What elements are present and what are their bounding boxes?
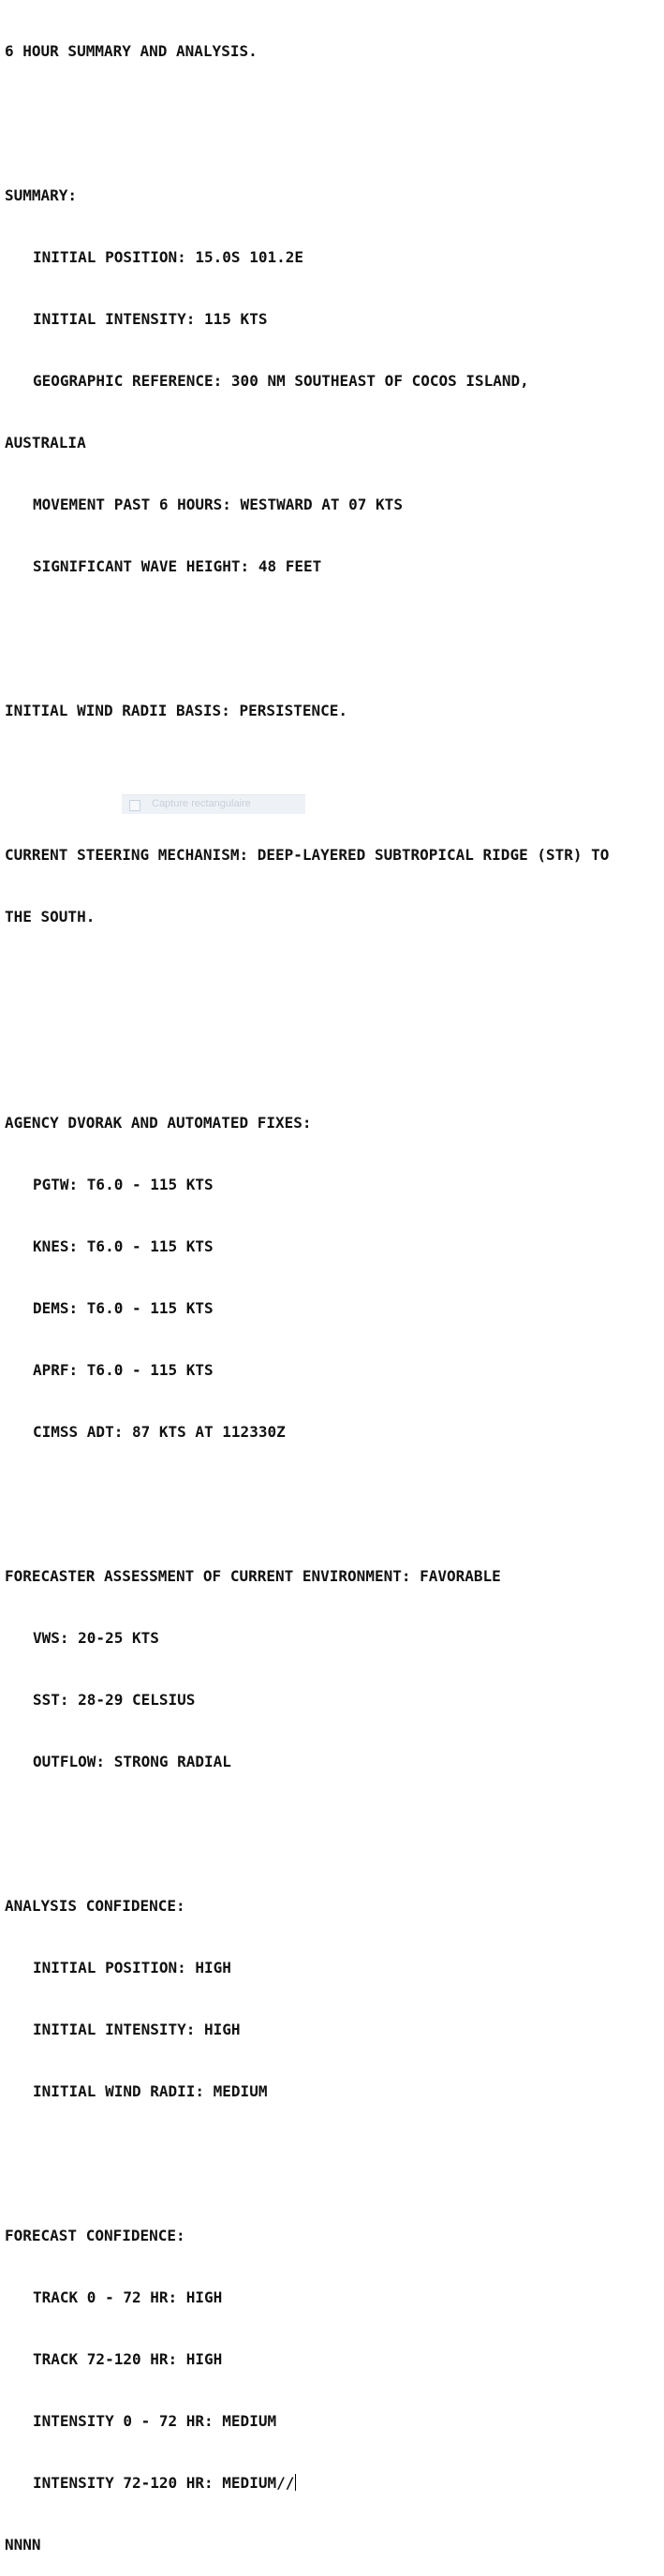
geographic-reference-line: GEOGRAPHIC REFERENCE: 300 NM SOUTHEAST OF COCOS ISLAND, [33,372,529,390]
vws-line: VWS: 20-25 KTS [33,1629,159,1647]
bulletin-text [5,0,660,2576]
analysis-intensity-line: INITIAL INTENSITY: HIGH [33,2021,241,2038]
blank-line [5,1814,660,1834]
dvorak-fix-aprf: APRF: T6.0 - 115 KTS [33,1361,214,1379]
dvorak-fix-pgtw: PGTW: T6.0 - 115 KTS [33,1176,214,1193]
dvorak-fix-knes: KNES: T6.0 - 115 KTS [33,1237,214,1255]
blank-line [5,762,660,783]
outflow-line: OUTFLOW: STRONG RADIAL [33,1753,231,1770]
dvorak-fix-dems: DEMS: T6.0 - 115 KTS [33,1299,214,1317]
initial-position-line: INITIAL POSITION: 15.0S 101.2E [33,248,303,266]
geographic-reference-continuation: AUSTRALIA [5,434,86,452]
initial-intensity-line: INITIAL INTENSITY: 115 KTS [33,310,268,328]
forecast-intensity-72-120-line: INTENSITY 72-120 HR: MEDIUM// [33,2474,295,2492]
capture-label: Capture rectangulaire [152,798,251,809]
blank-line [5,969,660,989]
analysis-confidence-heading: ANALYSIS CONFIDENCE: [5,1897,185,1915]
blank-line [5,2143,660,2164]
capture-tooltip [122,794,305,814]
dvorak-heading: AGENCY DVORAK AND AUTOMATED FIXES: [5,1114,312,1132]
forecast-confidence-heading: FORECAST CONFIDENCE: [5,2227,185,2244]
forecast-track-0-72-line: TRACK 0 - 72 HR: HIGH [33,2288,223,2306]
analysis-wind-radii-line: INITIAL WIND RADII: MEDIUM [33,2082,268,2100]
forecast-intensity-72-120-row [5,2473,660,2494]
blank-line [5,1484,660,1504]
steering-line-2: THE SOUTH. [5,908,96,925]
analysis-position-line: INITIAL POSITION: HIGH [33,1959,231,1976]
blank-line [5,1030,660,1051]
dvorak-fix-cimss-adt: CIMSS ADT: 87 KTS AT 112330Z [33,1423,286,1441]
blank-line [5,103,660,124]
movement-line: MOVEMENT PAST 6 HOURS: WESTWARD AT 07 KTS [33,496,403,513]
environment-heading: FORECASTER ASSESSMENT OF CURRENT ENVIRONMENT: FAVORABLE [5,1567,501,1585]
bulletin-title: 6 HOUR SUMMARY AND ANALYSIS. [5,42,258,60]
summary-heading: SUMMARY: [5,186,78,204]
forecast-track-72-120-line: TRACK 72-120 HR: HIGH [33,2350,223,2368]
sst-line: SST: 28-29 CELSIUS [33,1691,196,1709]
forecast-intensity-0-72-line: INTENSITY 0 - 72 HR: MEDIUM [33,2412,277,2430]
blank-line [5,618,660,639]
wave-height-line: SIGNIFICANT WAVE HEIGHT: 48 FEET [33,557,322,575]
end-marker: NNNN [5,2536,41,2554]
wind-radii-basis-line: INITIAL WIND RADII BASIS: PERSISTENCE. [5,702,348,719]
capture-icon [129,800,140,811]
steering-line-1: CURRENT STEERING MECHANISM: DEEP-LAYERED SUBTROPICAL RIDGE (STR) TO [5,846,610,864]
text-cursor [295,2474,296,2491]
